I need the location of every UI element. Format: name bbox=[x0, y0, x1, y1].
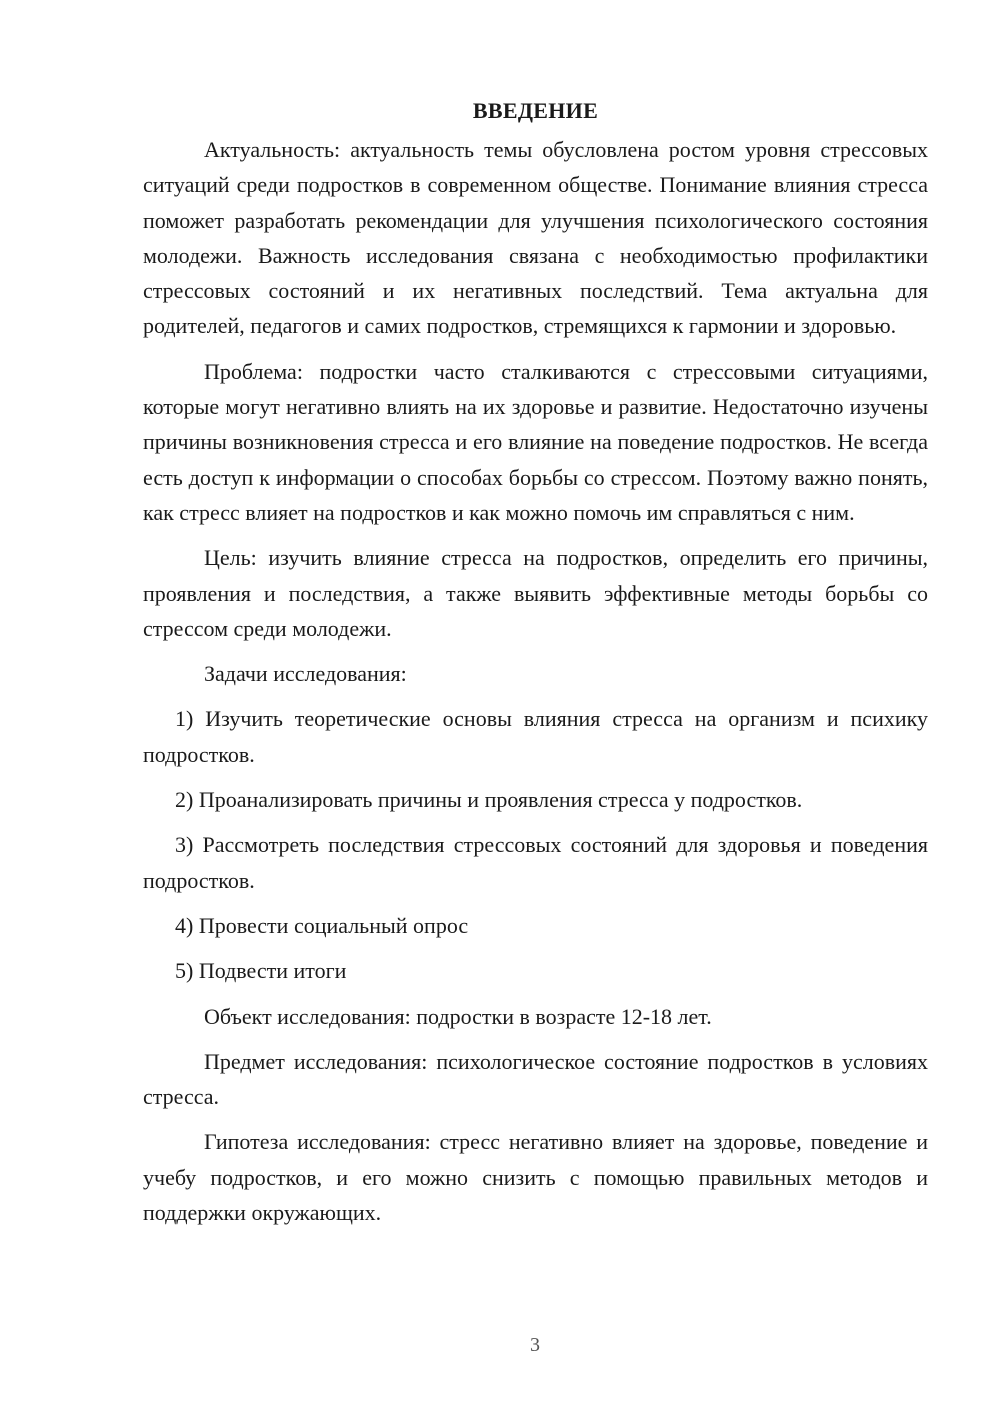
paragraph-relevance: Актуальность: актуальность темы обусловлена ростом уровня стрессовых ситуаций среди подростков в современном обществе. Понимание влияния стресса поможет разработать рекомендации для улучшения психологического состояния молодежи. Важность исследования связана с необходимостью профилактики стрессовых состояний и их негативных последствий. Тема актуальна для родителей, педагогов и самих подростков, стремящихся к гармонии и здоровью. bbox=[143, 137, 928, 339]
task-item: 1) Изучить теоретические основы влияния стресса на организм и психику подростков. bbox=[143, 706, 928, 767]
task-item: 4) Провести социальный опрос bbox=[175, 912, 469, 938]
paragraph-object: Объект исследования: подростки в возрасте 12-18 лет. bbox=[204, 1003, 712, 1029]
page-number: 3 bbox=[530, 1334, 540, 1356]
document-page bbox=[143, 96, 928, 1240]
section-title: ВВЕДЕНИЕ bbox=[472, 98, 599, 123]
task-item: 3) Рассмотреть последствия стрессовых состояний для здоровья и поведения подростков. bbox=[143, 832, 928, 893]
paragraph-subject: Предмет исследования: психологическое состояние подростков в условиях стресса. bbox=[143, 1048, 928, 1110]
tasks-heading: Задачи исследования: bbox=[204, 661, 407, 687]
paragraph-problem: Проблема: подростки часто сталкиваются с стрессовыми ситуациями, которые могут негативно влиять на их здоровье и развитие. Недостаточно изучены причины возникновения стресса и его влияние на поведение подростков. Не всегда есть доступ к информации о способах борьбы со стрессом. Поэтому важно понять, как стресс влияет на подростков и как можно помочь им справляться с ним. bbox=[143, 358, 928, 525]
paragraph-hypothesis: Гипотеза исследования: стресс негативно влияет на здоровье, поведение и учебу подростков, и его можно снизить с помощью правильных методов и поддержки окружающих. bbox=[143, 1129, 928, 1226]
task-item: 2) Проанализировать причины и проявления стресса у подростков. bbox=[175, 787, 803, 813]
paragraph-goal: Цель: изучить влияние стресса на подростков, определить его причины, проявления и последствия, а также выявить эффективные методы борьбы со стрессом среди молодежи. bbox=[143, 545, 928, 641]
task-item: 5) Подвести итоги bbox=[175, 958, 347, 984]
